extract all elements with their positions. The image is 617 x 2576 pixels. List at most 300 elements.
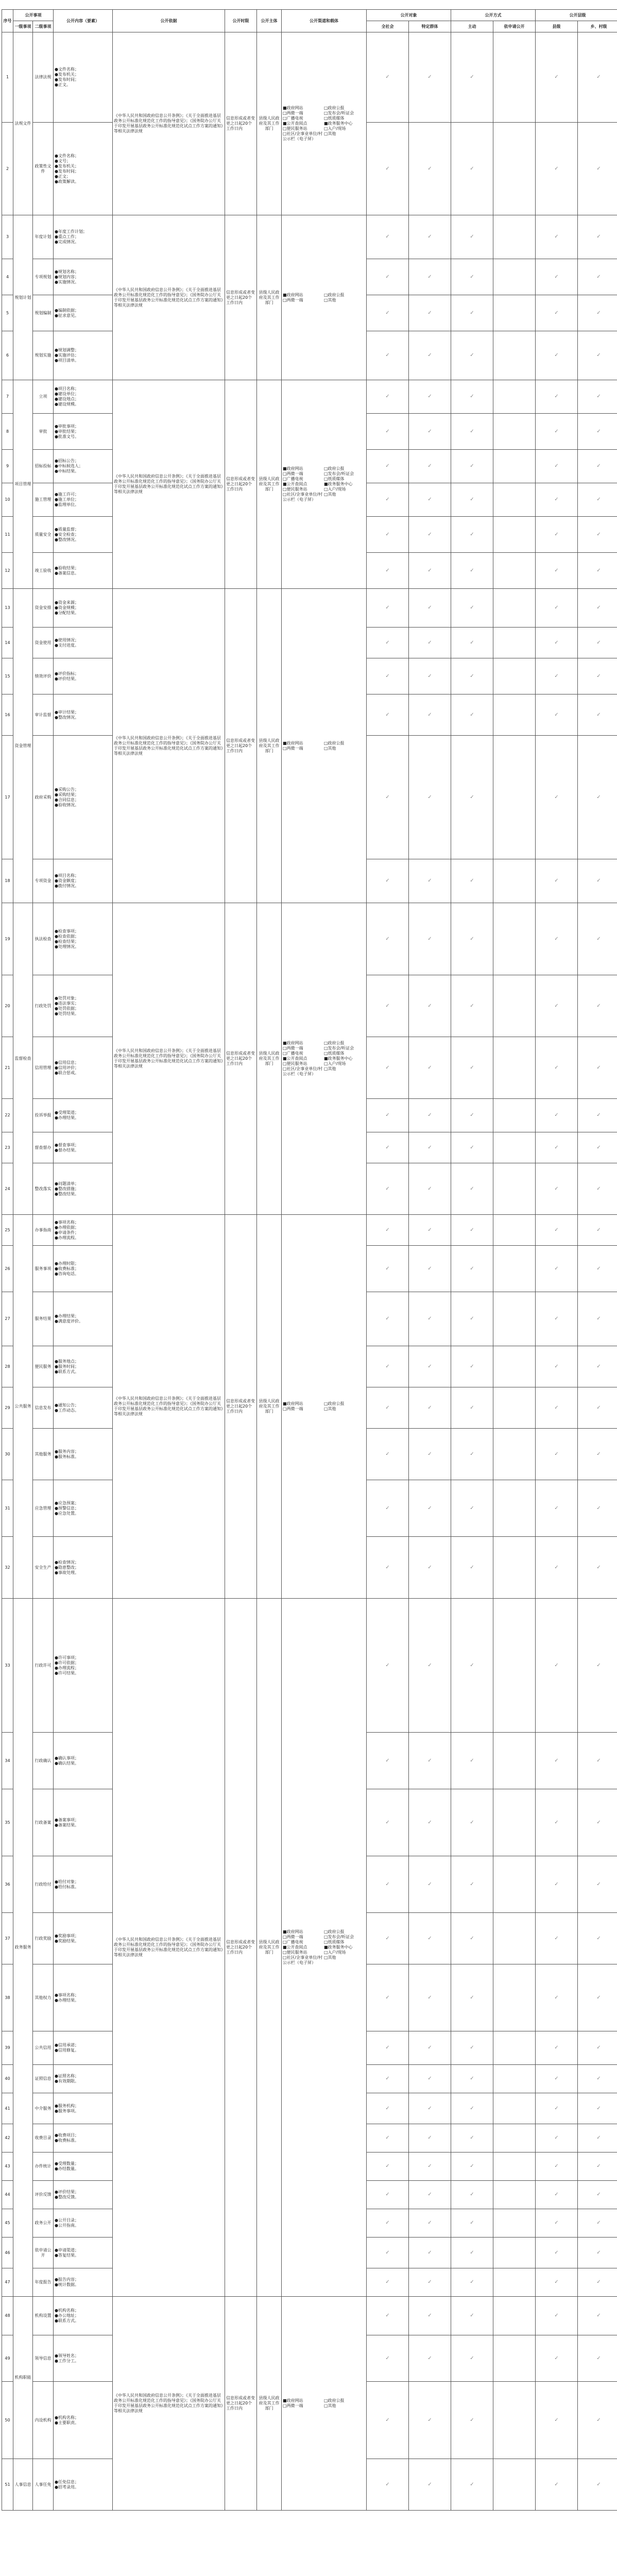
mark-specific: ✓ bbox=[409, 450, 451, 483]
row-seq: 46 bbox=[2, 2238, 13, 2268]
mark-specific: ✓ bbox=[409, 414, 451, 450]
channel-option: □其他 bbox=[324, 131, 336, 136]
row-content bbox=[54, 483, 113, 517]
mark-specific: ✓ bbox=[409, 2459, 451, 2511]
table-row bbox=[2, 215, 617, 259]
mark-all-society: ✓ bbox=[367, 1733, 409, 1789]
row-content bbox=[54, 2065, 113, 2093]
mark-all-society: ✓ bbox=[367, 2268, 409, 2297]
row-level2: 执法检查 bbox=[33, 903, 54, 975]
channel-option: □其他 bbox=[324, 1955, 336, 1960]
channel-option: □两微一端 bbox=[283, 111, 303, 115]
channel-option: □政府公报 bbox=[324, 2398, 345, 2403]
mark-all-society: ✓ bbox=[367, 380, 409, 414]
row-level2: 收费目录 bbox=[33, 2124, 54, 2153]
row-level2: 依申请公开 bbox=[33, 2238, 54, 2268]
content-item: ●应急预案； bbox=[55, 1500, 79, 1505]
row-level1: 监督检查 bbox=[13, 903, 33, 1215]
mark-on-request bbox=[493, 123, 536, 215]
content-item: ●处理情况。 bbox=[55, 944, 79, 949]
row-seq: 38 bbox=[2, 1964, 13, 2031]
channel-option: □其他 bbox=[324, 1066, 336, 1071]
row-content bbox=[54, 215, 113, 259]
row-content bbox=[54, 1429, 113, 1480]
mark-specific: ✓ bbox=[409, 736, 451, 859]
mark-township: ✓ bbox=[578, 736, 617, 859]
mark-county: ✓ bbox=[536, 2268, 578, 2297]
content-item: ●检查情况； bbox=[55, 1560, 79, 1565]
row-seq: 27 bbox=[2, 1292, 13, 1346]
row-content bbox=[54, 414, 113, 450]
mark-all-society: ✓ bbox=[367, 1537, 409, 1599]
mark-township: ✓ bbox=[578, 1215, 617, 1246]
mark-township: ✓ bbox=[578, 2065, 617, 2093]
row-seq: 16 bbox=[2, 694, 13, 736]
row-content bbox=[54, 380, 113, 414]
mark-active: ✓ bbox=[451, 1246, 493, 1292]
content-item: ●任免信息； bbox=[55, 2479, 79, 2484]
content-item: ●督查事项； bbox=[55, 1142, 79, 1147]
mark-on-request bbox=[493, 1246, 536, 1292]
mark-active: ✓ bbox=[451, 2181, 493, 2209]
row-seq: 2 bbox=[2, 123, 13, 215]
mark-specific: ✓ bbox=[409, 1537, 451, 1599]
row-seq: 13 bbox=[2, 589, 13, 628]
mark-active: ✓ bbox=[451, 1346, 493, 1387]
mark-on-request bbox=[493, 628, 536, 658]
mark-specific: ✓ bbox=[409, 380, 451, 414]
channel-option: □广播电视 bbox=[283, 1940, 303, 1944]
mark-all-society: ✓ bbox=[367, 1037, 409, 1099]
mark-township: ✓ bbox=[578, 2153, 617, 2181]
row-content bbox=[54, 975, 113, 1037]
mark-specific: ✓ bbox=[409, 2093, 451, 2124]
mark-active: ✓ bbox=[451, 295, 493, 331]
row-seq: 1 bbox=[2, 32, 13, 123]
mark-all-society: ✓ bbox=[367, 903, 409, 975]
mark-county: ✓ bbox=[536, 2153, 578, 2181]
row-seq: 37 bbox=[2, 1913, 13, 1964]
mark-township: ✓ bbox=[578, 2238, 617, 2268]
mark-specific: ✓ bbox=[409, 859, 451, 903]
row-level2: 服务事项 bbox=[33, 1246, 54, 1292]
row-content bbox=[54, 1099, 113, 1132]
content-item: ●应急处置。 bbox=[55, 1511, 79, 1516]
content-item: ●项目名称； bbox=[55, 873, 79, 878]
row-time: 信息形成或者变更之日起20个工作日内 bbox=[225, 2297, 257, 2511]
mark-active: ✓ bbox=[451, 215, 493, 259]
row-seq: 8 bbox=[2, 414, 13, 450]
mark-township: ✓ bbox=[578, 2031, 617, 2065]
mark-on-request bbox=[493, 2268, 536, 2297]
mark-specific: ✓ bbox=[409, 903, 451, 975]
row-subject: 县级人民政府及其工作部门 bbox=[257, 215, 282, 380]
mark-on-request bbox=[493, 1429, 536, 1480]
mark-county: ✓ bbox=[536, 215, 578, 259]
content-item: ●确认事项； bbox=[55, 1755, 79, 1760]
table-row bbox=[2, 903, 617, 975]
row-level2: 行政处罚 bbox=[33, 975, 54, 1037]
mark-active: ✓ bbox=[451, 1964, 493, 2031]
row-content bbox=[54, 1913, 113, 1964]
channel-option: □政府公报 bbox=[324, 1929, 345, 1934]
channel-option: □其他 bbox=[324, 492, 336, 497]
row-basis: 《中华人民共和国政府信息公开条例》；《关于全面推进基层政务公开标准化规范化工作的指导意见》；《国务院办公厅关于印发开展基层政务公开标准化规范化试点工作方案的通知》等相关法律法规 bbox=[113, 32, 225, 215]
content-item: ●文件名称； bbox=[55, 153, 79, 158]
mark-county: ✓ bbox=[536, 1856, 578, 1913]
mark-specific: ✓ bbox=[409, 1099, 451, 1132]
mark-specific: ✓ bbox=[409, 1913, 451, 1964]
content-item: ●备案事项； bbox=[55, 1817, 79, 1822]
content-item: ●施工许可； bbox=[55, 492, 79, 497]
channel-option: □入户/现场 bbox=[324, 487, 346, 492]
content-item: ●咨询电话。 bbox=[55, 1271, 79, 1276]
mark-all-society: ✓ bbox=[367, 215, 409, 259]
row-level2: 服务结果 bbox=[33, 1292, 54, 1346]
content-item: ●领导姓名； bbox=[55, 2353, 79, 2358]
header-level2: 二级事项 bbox=[33, 21, 54, 32]
row-seq: 24 bbox=[2, 1163, 13, 1215]
mark-all-society: ✓ bbox=[367, 2297, 409, 2335]
header-basis: 公开依据 bbox=[113, 10, 225, 32]
row-basis: 《中华人民共和国政府信息公开条例》；《关于全面推进基层政务公开标准化规范化工作的指导意见》；《国务院办公厅关于印发开展基层政务公开标准化规范化试点工作方案的通知》等相关法律法规 bbox=[113, 903, 225, 1215]
content-item: ●信用信息； bbox=[55, 1060, 79, 1065]
content-item: ●检查依据； bbox=[55, 934, 79, 939]
content-item: ●收费标准； bbox=[55, 1266, 79, 1271]
mark-all-society: ✓ bbox=[367, 1387, 409, 1429]
row-time: 信息形成或者变更之日起20个工作日内 bbox=[225, 215, 257, 380]
mark-township: ✓ bbox=[578, 1480, 617, 1537]
mark-active: ✓ bbox=[451, 1480, 493, 1537]
mark-all-society: ✓ bbox=[367, 694, 409, 736]
row-seq: 40 bbox=[2, 2065, 13, 2093]
content-item: ●发布时间； bbox=[55, 77, 79, 82]
content-item: ●正文。 bbox=[55, 82, 71, 87]
row-content bbox=[54, 1387, 113, 1429]
content-item: ●满意度评价。 bbox=[55, 1319, 83, 1324]
row-level2: 行政奖励 bbox=[33, 1913, 54, 1964]
content-item: ●许可事项； bbox=[55, 1655, 79, 1660]
content-item: ●答复结果。 bbox=[55, 2252, 79, 2258]
mark-active: ✓ bbox=[451, 1099, 493, 1132]
header-level: 公开层级 bbox=[536, 10, 617, 21]
row-channels bbox=[282, 2297, 367, 2511]
channel-option: □入户/现场 bbox=[324, 1061, 346, 1066]
mark-township: ✓ bbox=[578, 483, 617, 517]
mark-active: ✓ bbox=[451, 589, 493, 628]
mark-county: ✓ bbox=[536, 589, 578, 628]
row-level2: 施工管理 bbox=[33, 483, 54, 517]
content-item: ●项目清单。 bbox=[55, 358, 79, 363]
row-basis: 《中华人民共和国政府信息公开条例》；《关于全面推进基层政务公开标准化规范化工作的指导意见》；《国务院办公厅关于印发开展基层政务公开标准化规范化试点工作方案的通知》等相关法律法规 bbox=[113, 1215, 225, 1599]
mark-all-society: ✓ bbox=[367, 1132, 409, 1163]
mark-township: ✓ bbox=[578, 517, 617, 553]
mark-township: ✓ bbox=[578, 2268, 617, 2297]
row-seq: 23 bbox=[2, 1132, 13, 1163]
row-seq: 35 bbox=[2, 1789, 13, 1856]
table-row bbox=[2, 32, 617, 123]
content-item: ●通知公告； bbox=[55, 1402, 79, 1408]
mark-county: ✓ bbox=[536, 736, 578, 859]
mark-township: ✓ bbox=[578, 628, 617, 658]
content-item: ●信用评价； bbox=[55, 1065, 79, 1070]
mark-all-society: ✓ bbox=[367, 628, 409, 658]
row-content bbox=[54, 2459, 113, 2511]
channel-option: ■政府网站 bbox=[283, 1041, 303, 1045]
content-item: ●给付标准。 bbox=[55, 1884, 79, 1889]
header-level1: 一级事项 bbox=[13, 21, 33, 32]
mark-all-society: ✓ bbox=[367, 2153, 409, 2181]
mark-on-request bbox=[493, 2093, 536, 2124]
channel-option: ■政务服务中心 bbox=[324, 482, 353, 486]
mark-county: ✓ bbox=[536, 2181, 578, 2209]
content-item: ●工作分工。 bbox=[55, 2358, 79, 2363]
content-item: ●办理结果。 bbox=[55, 1997, 79, 2003]
mark-all-society: ✓ bbox=[367, 1789, 409, 1856]
channel-option: ■政府网站 bbox=[283, 2398, 303, 2403]
mark-all-society: ✓ bbox=[367, 975, 409, 1037]
content-item: ●服务机构； bbox=[55, 2103, 79, 2108]
mark-on-request bbox=[493, 589, 536, 628]
channel-option: □其他 bbox=[324, 1406, 336, 1411]
row-content bbox=[54, 736, 113, 859]
channel-option: ■政府网站 bbox=[283, 740, 303, 745]
channel-option: ■公开查阅点 bbox=[283, 1056, 307, 1061]
mark-all-society: ✓ bbox=[367, 2093, 409, 2124]
content-item: ●隐患整改； bbox=[55, 1565, 79, 1570]
row-level2: 政务公开 bbox=[33, 2209, 54, 2238]
content-item: ●实施情况。 bbox=[55, 279, 79, 284]
row-content bbox=[54, 2181, 113, 2209]
content-item: ●施工单位； bbox=[55, 497, 79, 502]
mark-all-society: ✓ bbox=[367, 1964, 409, 2031]
mark-all-society: ✓ bbox=[367, 2459, 409, 2511]
mark-on-request bbox=[493, 1537, 536, 1599]
content-item: ●规划名称； bbox=[55, 269, 79, 274]
row-level2: 审批 bbox=[33, 414, 54, 450]
row-level1: 公共服务 bbox=[13, 1215, 33, 1599]
row-content bbox=[54, 2335, 113, 2382]
content-item: ●信用修复。 bbox=[55, 2048, 79, 2053]
content-item: ●招考录用。 bbox=[55, 2484, 79, 2489]
content-item: ●问题清单； bbox=[55, 1181, 79, 1186]
mark-specific: ✓ bbox=[409, 259, 451, 295]
mark-on-request bbox=[493, 1037, 536, 1099]
row-content bbox=[54, 628, 113, 658]
content-item: ●收费标准。 bbox=[55, 2138, 79, 2143]
row-level2: 领导信息 bbox=[33, 2335, 54, 2382]
row-seq: 15 bbox=[2, 658, 13, 694]
row-content bbox=[54, 1132, 113, 1163]
row-channels bbox=[282, 380, 367, 589]
row-level2: 其他服务 bbox=[33, 1429, 54, 1480]
mark-specific: ✓ bbox=[409, 628, 451, 658]
mark-all-society: ✓ bbox=[367, 2124, 409, 2153]
mark-township: ✓ bbox=[578, 1346, 617, 1387]
mark-active: ✓ bbox=[451, 2238, 493, 2268]
row-level2: 中介服务 bbox=[33, 2093, 54, 2124]
content-item: ●报告内容； bbox=[55, 2277, 79, 2282]
content-item: ●发布机关； bbox=[55, 72, 79, 77]
mark-county: ✓ bbox=[536, 1913, 578, 1964]
row-level2: 督查督办 bbox=[33, 1132, 54, 1163]
channel-option: ■政府网站 bbox=[283, 106, 303, 110]
row-level2: 安全生产 bbox=[33, 1537, 54, 1599]
mark-on-request bbox=[493, 694, 536, 736]
mark-active: ✓ bbox=[451, 2382, 493, 2459]
mark-township: ✓ bbox=[578, 1132, 617, 1163]
header-time: 公开时限 bbox=[225, 10, 257, 32]
row-content bbox=[54, 2153, 113, 2181]
mark-township: ✓ bbox=[578, 2209, 617, 2238]
channel-option: ■政府网站 bbox=[283, 1401, 303, 1406]
mark-township: ✓ bbox=[578, 2335, 617, 2382]
row-content bbox=[54, 2382, 113, 2459]
row-time: 信息形成或者变更之日起20个工作日内 bbox=[225, 32, 257, 215]
content-item: ●备案结果。 bbox=[55, 1822, 79, 1827]
content-item: ●发布机关； bbox=[55, 163, 79, 168]
mark-all-society: ✓ bbox=[367, 1480, 409, 1537]
mark-active: ✓ bbox=[451, 2153, 493, 2181]
content-item: ●建设单位； bbox=[55, 392, 79, 396]
channel-option: □纸质媒体 bbox=[324, 1051, 345, 1056]
content-item: ●联合惩戒。 bbox=[55, 1070, 79, 1075]
mark-county: ✓ bbox=[536, 553, 578, 589]
row-subject: 县级人民政府及其工作部门 bbox=[257, 1599, 282, 2297]
content-item: ●办理流程； bbox=[55, 1665, 79, 1670]
content-item: ●招标公告； bbox=[55, 459, 79, 463]
disclosure-table bbox=[2, 9, 617, 2511]
mark-county: ✓ bbox=[536, 628, 578, 658]
row-seq: 9 bbox=[2, 450, 13, 483]
mark-all-society: ✓ bbox=[367, 1599, 409, 1733]
mark-township: ✓ bbox=[578, 2124, 617, 2153]
mark-on-request bbox=[493, 1099, 536, 1132]
mark-township: ✓ bbox=[578, 859, 617, 903]
row-basis: 《中华人民共和国政府信息公开条例》；《关于全面推进基层政务公开标准化规范化工作的指导意见》；《国务院办公厅关于印发开展基层政务公开标准化规范化试点工作方案的通知》等相关法律法规 bbox=[113, 380, 225, 589]
mark-on-request bbox=[493, 2238, 536, 2268]
mark-specific: ✓ bbox=[409, 1480, 451, 1537]
mark-active: ✓ bbox=[451, 2209, 493, 2238]
content-item: ●办公地址； bbox=[55, 2313, 79, 2318]
row-level1: 法规文件 bbox=[13, 32, 33, 215]
channel-option: □政府公报 bbox=[324, 740, 345, 745]
header-seq: 序号 bbox=[2, 10, 13, 32]
mark-specific: ✓ bbox=[409, 1346, 451, 1387]
row-seq: 21 bbox=[2, 1037, 13, 1099]
mark-on-request bbox=[493, 1733, 536, 1789]
mark-county: ✓ bbox=[536, 1132, 578, 1163]
mark-county: ✓ bbox=[536, 295, 578, 331]
mark-on-request bbox=[493, 2181, 536, 2209]
row-content bbox=[54, 331, 113, 380]
content-item: ●服务内容； bbox=[55, 1449, 79, 1454]
content-item: ●质量监督； bbox=[55, 527, 79, 532]
row-basis: 《中华人民共和国政府信息公开条例》；《关于全面推进基层政务公开标准化规范化工作的指导意见》；《国务院办公厅关于印发开展基层政务公开标准化规范化试点工作方案的通知》等相关法律法规 bbox=[113, 215, 225, 380]
mark-on-request bbox=[493, 1132, 536, 1163]
content-item: ●评价结果。 bbox=[55, 676, 79, 681]
mark-all-society: ✓ bbox=[367, 123, 409, 215]
mark-all-society: ✓ bbox=[367, 1099, 409, 1132]
mark-specific: ✓ bbox=[409, 553, 451, 589]
row-seq: 19 bbox=[2, 903, 13, 975]
row-level2: 评价反馈 bbox=[33, 2181, 54, 2209]
row-level2: 政策性文件 bbox=[33, 123, 54, 215]
mark-township: ✓ bbox=[578, 2181, 617, 2209]
mark-all-society: ✓ bbox=[367, 1292, 409, 1346]
mark-on-request bbox=[493, 1163, 536, 1215]
channel-option: ■政务服务中心 bbox=[324, 1056, 353, 1061]
row-seq: 5 bbox=[2, 295, 13, 331]
row-subject: 县级人民政府及其工作部门 bbox=[257, 32, 282, 215]
row-content bbox=[54, 553, 113, 589]
mark-on-request bbox=[493, 450, 536, 483]
row-seq: 34 bbox=[2, 1733, 13, 1789]
mark-all-society: ✓ bbox=[367, 1429, 409, 1480]
row-seq: 17 bbox=[2, 736, 13, 859]
mark-county: ✓ bbox=[536, 483, 578, 517]
row-level2: 办件统计 bbox=[33, 2153, 54, 2181]
content-item: ●建设规模。 bbox=[55, 402, 79, 406]
mark-county: ✓ bbox=[536, 331, 578, 380]
channel-option: ■政府网站 bbox=[283, 1929, 303, 1934]
mark-on-request bbox=[493, 414, 536, 450]
mark-township: ✓ bbox=[578, 1163, 617, 1215]
content-item: ●办结数量。 bbox=[55, 2166, 79, 2171]
content-item: ●中标结果。 bbox=[55, 469, 79, 473]
content-item: ●主要职责。 bbox=[55, 2420, 79, 2425]
header-object: 公开对象 bbox=[367, 10, 451, 21]
mark-active: ✓ bbox=[451, 1132, 493, 1163]
mark-township: ✓ bbox=[578, 1856, 617, 1913]
mark-specific: ✓ bbox=[409, 975, 451, 1037]
mark-township: ✓ bbox=[578, 903, 617, 975]
content-item: ●建设地点； bbox=[55, 397, 79, 401]
mark-county: ✓ bbox=[536, 1599, 578, 1733]
content-item: ●有效期限。 bbox=[55, 2079, 79, 2083]
row-channels bbox=[282, 1599, 367, 2297]
row-content bbox=[54, 2238, 113, 2268]
mark-specific: ✓ bbox=[409, 517, 451, 553]
row-seq: 10 bbox=[2, 483, 13, 517]
content-item: ●预警信息； bbox=[55, 1505, 79, 1511]
mark-county: ✓ bbox=[536, 380, 578, 414]
mark-active: ✓ bbox=[451, 1163, 493, 1215]
mark-on-request bbox=[493, 1346, 536, 1387]
mark-active: ✓ bbox=[451, 553, 493, 589]
mark-on-request bbox=[493, 2335, 536, 2382]
mark-specific: ✓ bbox=[409, 1387, 451, 1429]
row-seq: 26 bbox=[2, 1246, 13, 1292]
table-body bbox=[2, 32, 617, 2511]
mark-active: ✓ bbox=[451, 1537, 493, 1599]
mark-all-society: ✓ bbox=[367, 2238, 409, 2268]
mark-on-request bbox=[493, 2031, 536, 2065]
mark-all-society: ✓ bbox=[367, 589, 409, 628]
row-level2: 机构设置 bbox=[33, 2297, 54, 2335]
mark-specific: ✓ bbox=[409, 123, 451, 215]
mark-on-request bbox=[493, 295, 536, 331]
header-subject: 公开主体 bbox=[257, 10, 282, 32]
mark-township: ✓ bbox=[578, 1913, 617, 1964]
mark-all-society: ✓ bbox=[367, 1913, 409, 1964]
table-row bbox=[2, 380, 617, 414]
row-level2: 便民服务 bbox=[33, 1346, 54, 1387]
channel-list bbox=[283, 741, 365, 751]
row-time: 信息形成或者变更之日起20个工作日内 bbox=[225, 589, 257, 903]
row-level2: 专项资金 bbox=[33, 859, 54, 903]
mark-all-society: ✓ bbox=[367, 2382, 409, 2459]
